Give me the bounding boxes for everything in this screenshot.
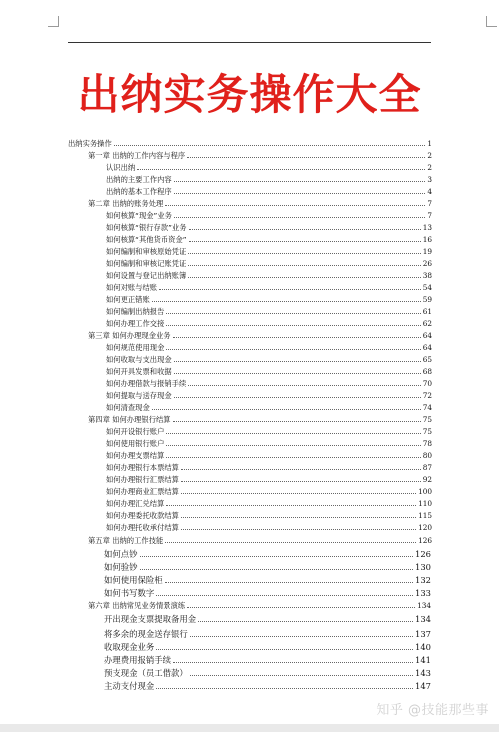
toc-leader-dots	[166, 445, 420, 446]
toc-entry-page: 140	[415, 642, 431, 652]
toc-entry[interactable]	[88, 414, 432, 425]
toc-entry-page: 80	[422, 451, 432, 460]
toc-entry-page: 115	[418, 511, 432, 520]
toc-entry-label: 预支现金（员工借款）	[104, 668, 188, 678]
toc-entry[interactable]	[106, 378, 432, 389]
toc-entry-page: 70	[422, 379, 432, 388]
toc-entry-page: 100	[418, 487, 432, 496]
toc-leader-dots	[173, 421, 421, 422]
toc-entry-page: 16	[422, 235, 432, 244]
toc-entry-label: 如何使用保险柜	[104, 575, 163, 585]
toc-leader-dots	[159, 289, 421, 290]
toc-entry-label: 如何开设银行账户	[106, 427, 165, 436]
toc-leader-dots	[188, 265, 420, 266]
toc-entry-label: 第四章 如何办理银行结算	[88, 415, 171, 424]
toc-leader-dots	[140, 569, 414, 570]
toc-entry-label: 如何核算“银行存款”业务	[106, 223, 187, 232]
toc-entry-label: 第二章 出纳的账务处理	[88, 199, 164, 208]
toc-entry-label: 如何办理借款与报销手续	[106, 379, 187, 388]
toc-leader-dots	[152, 301, 421, 302]
toc-entry[interactable]	[106, 306, 432, 317]
toc-entry-page: 1	[427, 139, 432, 148]
toc-entry-page: 4	[427, 187, 432, 196]
toc-entry-page: 134	[417, 601, 431, 610]
toc-leader-dots	[174, 193, 426, 194]
toc-leader-dots	[165, 205, 425, 206]
toc-leader-dots	[166, 313, 420, 314]
toc-entry[interactable]	[104, 548, 431, 560]
toc-entry[interactable]	[106, 294, 432, 305]
toc-entry[interactable]	[88, 535, 432, 546]
toc-entry-page: 65	[422, 355, 432, 364]
toc-entry[interactable]	[106, 498, 432, 509]
toc-leader-dots	[189, 229, 421, 230]
toc-entry[interactable]	[104, 654, 431, 666]
toc-entry-page: 87	[422, 463, 432, 472]
toc-entry-label: 如何编制和审核记账凭证	[106, 259, 187, 268]
toc-entry[interactable]	[106, 222, 432, 233]
toc-entry-label: 收取现金业务	[104, 642, 155, 652]
toc-entry[interactable]	[106, 438, 432, 449]
toc-leader-dots	[181, 529, 416, 530]
toc-leader-dots	[137, 169, 425, 170]
toc-entry-label: 如何提取与送存现金	[106, 391, 172, 400]
toc-entry-label: 如何办理委托收款结算	[106, 511, 179, 520]
toc-leader-dots	[156, 595, 413, 596]
toc-entry-page: 137	[415, 629, 431, 639]
toc-entry-page: 141	[415, 655, 431, 665]
toc-entry-page: 7	[427, 211, 432, 220]
toc-entry[interactable]	[106, 354, 432, 365]
toc-leader-dots	[188, 277, 420, 278]
toc-entry[interactable]	[88, 600, 431, 611]
toc-entry-label: 将多余的现金送存银行	[104, 629, 188, 639]
toc-entry-label: 如何核算“现金”业务	[106, 211, 172, 220]
toc-entry-page: 2	[427, 151, 432, 160]
toc-leader-dots	[114, 145, 426, 146]
toc-entry-page: 132	[415, 575, 431, 585]
toc-entry-page: 92	[422, 475, 432, 484]
toc-leader-dots	[190, 675, 413, 676]
toc-entry[interactable]	[106, 210, 432, 221]
toc-entry-label: 出纳实务操作	[68, 139, 112, 148]
toc-entry-page: 133	[415, 588, 431, 598]
toc-entry-page: 120	[418, 523, 432, 532]
toc-entry-page: 74	[422, 403, 432, 412]
page-bottom-edge	[0, 724, 499, 732]
toc-leader-dots	[188, 385, 420, 386]
toc-entry[interactable]	[106, 258, 432, 269]
toc-entry[interactable]	[104, 574, 431, 586]
toc-entry-label: 出纳的主要工作内容	[106, 175, 172, 184]
toc-entry-page: 75	[422, 427, 432, 436]
toc-entry-page: 13	[422, 223, 432, 232]
toc-leader-dots	[174, 181, 426, 182]
toc-leader-dots	[181, 517, 416, 518]
toc-entry[interactable]	[106, 234, 432, 245]
toc-entry-page: 61	[422, 307, 432, 316]
toc-entry-label: 如何办理支票结算	[106, 451, 165, 460]
toc-entry[interactable]	[104, 613, 431, 625]
toc-entry-page: 75	[422, 415, 432, 424]
toc-entry-label: 出纳的基本工作程序	[106, 187, 172, 196]
toc-entry[interactable]	[106, 174, 432, 185]
toc-entry[interactable]	[106, 450, 432, 461]
toc-leader-dots	[198, 621, 413, 622]
toc-entry-label: 如何办理工作交接	[106, 319, 165, 328]
toc-leader-dots	[187, 607, 415, 608]
toc-entry-label: 办理费用报销手续	[104, 655, 171, 665]
toc-entry-label: 如何编制出纳报告	[106, 307, 165, 316]
toc-leader-dots	[173, 337, 421, 338]
toc-entry-page: 110	[418, 499, 432, 508]
toc-entry[interactable]	[106, 270, 432, 281]
toc-entry-page: 147	[415, 681, 431, 691]
toc-entry[interactable]	[104, 641, 431, 653]
toc-entry-label: 认识出纳	[106, 163, 136, 172]
toc-entry[interactable]	[104, 628, 431, 640]
toc-entry[interactable]	[106, 246, 432, 257]
toc-entry-label: 如何办理银行本票结算	[106, 463, 179, 472]
toc-entry[interactable]	[106, 282, 432, 293]
toc-entry-page: 72	[422, 391, 432, 400]
toc-leader-dots	[181, 481, 421, 482]
toc-entry-label: 如何开具发票和收据	[106, 367, 172, 376]
toc-entry-label: 如何验钞	[104, 562, 138, 572]
toc-entry[interactable]	[106, 522, 432, 533]
toc-entry[interactable]	[106, 342, 432, 353]
toc-entry-page: 126	[415, 549, 431, 559]
toc-entry[interactable]	[106, 426, 432, 437]
toc-leader-dots	[187, 157, 425, 158]
toc-entry-page: 126	[418, 536, 432, 545]
toc-entry-page: 19	[422, 247, 432, 256]
toc-entry-label: 如何办理商业汇票结算	[106, 487, 179, 496]
toc-entry-label: 如何办理汇兑结算	[106, 499, 165, 508]
toc-entry-label: 如何办理托收承付结算	[106, 523, 179, 532]
toc-leader-dots	[156, 649, 413, 650]
toc-entry-label: 第六章 出纳常见业务情景演练	[88, 601, 186, 610]
toc-entry[interactable]	[106, 486, 432, 497]
toc-entry-label: 开出现金支票提取备用金	[104, 614, 197, 624]
toc-entry-page: 7	[427, 199, 432, 208]
toc-entry[interactable]	[104, 587, 431, 599]
toc-leader-dots	[188, 253, 420, 254]
toc-leader-dots	[181, 493, 416, 494]
toc-entry-label: 第三章 如何办理现金业务	[88, 331, 171, 340]
toc-entry[interactable]	[106, 390, 432, 401]
toc-entry[interactable]	[106, 510, 432, 521]
toc-entry-page: 134	[415, 614, 431, 624]
toc-entry[interactable]	[106, 186, 432, 197]
page-corner-mark-right	[486, 16, 497, 27]
toc-entry-label: 如何书写数字	[104, 588, 155, 598]
toc-leader-dots	[173, 662, 413, 663]
toc-entry[interactable]	[104, 680, 431, 692]
toc-entry-page: 64	[422, 343, 432, 352]
toc-entry[interactable]	[106, 318, 432, 329]
toc-leader-dots	[166, 325, 420, 326]
toc-entry[interactable]	[106, 366, 432, 377]
toc-leader-dots	[190, 636, 413, 637]
toc-entry[interactable]	[106, 162, 432, 173]
toc-entry-page: 3	[427, 175, 432, 184]
toc-entry-page: 62	[422, 319, 432, 328]
toc-entry-label: 如何收取与支出现金	[106, 355, 172, 364]
toc-entry-label: 如何对账与结账	[106, 283, 158, 292]
toc-leader-dots	[140, 556, 414, 557]
toc-entry[interactable]	[104, 561, 431, 573]
page-corner-mark-left	[48, 16, 59, 27]
toc-entry[interactable]	[88, 198, 432, 209]
toc-entry-label: 主动支付现金	[104, 681, 155, 691]
toc-entry-label: 如何编制和审核原始凭证	[106, 247, 187, 256]
toc-leader-dots	[165, 542, 416, 543]
toc-entry-page: 59	[422, 295, 432, 304]
toc-entry[interactable]	[106, 474, 432, 485]
toc-entry-label: 如何更正错账	[106, 295, 150, 304]
watermark: 知乎 @技能那些事	[376, 703, 489, 718]
toc-entry-label: 第五章 出纳的工作技能	[88, 536, 164, 545]
toc-entry[interactable]	[106, 402, 432, 413]
toc-leader-dots	[174, 373, 421, 374]
toc-entry-page: 143	[415, 668, 431, 678]
toc-entry-label: 如何办理银行汇票结算	[106, 475, 179, 484]
toc-leader-dots	[189, 241, 421, 242]
toc-entry[interactable]	[68, 138, 432, 149]
toc-leader-dots	[166, 433, 420, 434]
toc-entry[interactable]	[104, 667, 431, 679]
toc-leader-dots	[152, 409, 421, 410]
toc-leader-dots	[166, 349, 420, 350]
toc-entry-page: 68	[422, 367, 432, 376]
toc-entry-page: 2	[427, 163, 432, 172]
toc-entry-page: 78	[422, 439, 432, 448]
toc-entry-label: 如何核算“其他货币资金”	[106, 235, 187, 244]
toc-entry-page: 130	[415, 562, 431, 572]
header-rule	[68, 42, 431, 43]
toc-leader-dots	[165, 582, 413, 583]
toc-entry-page: 26	[422, 259, 432, 268]
toc-entry-label: 第一章 出纳的工作内容与程序	[88, 151, 186, 160]
document-title: 出纳实务操作大全	[77, 70, 422, 119]
toc-entry[interactable]	[88, 150, 432, 161]
toc-entry[interactable]	[106, 462, 432, 473]
toc-leader-dots	[181, 469, 421, 470]
toc-leader-dots	[166, 505, 416, 506]
toc-leader-dots	[174, 361, 421, 362]
toc-entry-page: 54	[422, 283, 432, 292]
toc-entry-page: 38	[422, 271, 432, 280]
toc-leader-dots	[174, 397, 421, 398]
toc-entry-label: 如何规范使用现金	[106, 343, 165, 352]
toc-entry-label: 如何设置与登记出纳账簿	[106, 271, 187, 280]
toc-leader-dots	[166, 457, 420, 458]
toc-leader-dots	[156, 688, 413, 689]
toc-entry-label: 如何点钞	[104, 549, 138, 559]
toc-entry[interactable]	[88, 330, 432, 341]
toc-entry-label: 如何使用银行账户	[106, 439, 165, 448]
toc-entry-label: 如何清查现金	[106, 403, 150, 412]
toc-leader-dots	[174, 217, 425, 218]
toc-entry-page: 64	[422, 331, 432, 340]
